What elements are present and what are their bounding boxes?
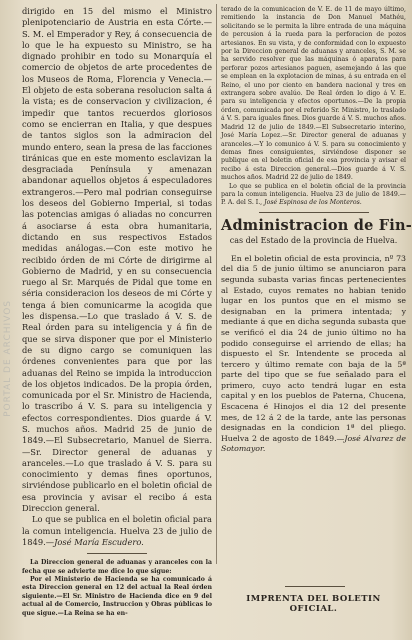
left-column <box>22 6 212 618</box>
right-paragraph-2-text: Lo que se publica en el boletin oficial de la provincia para la comun inteligencia. Huelva 23 de julio de 1849.—P. A. del S. I., <box>221 182 406 207</box>
right-paragraph-3 <box>221 254 406 455</box>
closing-signature: José María Escudero. <box>54 536 144 547</box>
imprint-footer: IMPRENTA DEL BOLETIN OFICIAL. <box>246 594 381 614</box>
small-paragraph-1: La Direccion general de aduanas y aranceles con la fecha que se advierte me dice lo que sigue: <box>22 559 212 575</box>
closing-text: Lo que se publica en el boletin oficial para la comun inteligencia. Huelva 23 de julio de 1849.— <box>22 514 212 547</box>
small-paragraph-2: Por el Ministerio de Hacienda se ha comunicado á esta Direccion general en 12 del actual la Real órden siguiente.—El Sr. Ministro de Hacienda dice en 9 del actual al de Comercio, Instruccion y Obras públicas lo que sigue.—La Reina se ha en- <box>22 576 212 617</box>
closing-paragraph <box>22 514 212 548</box>
right-paragraph-2 <box>221 183 406 208</box>
imprint-separator <box>285 586 345 587</box>
right-column <box>221 6 412 455</box>
separator <box>87 553 147 554</box>
column-divider <box>216 4 217 564</box>
right-paragraph-3-text: En el boletin oficial de esta provincia, nº 73 del dia 5 de junio último se anunciaron para segunda subasta varias fincas pertenecientes al Estado, cuyos remates no habian tenido lugar en los puntos que en el mismo se designaban en la primera intentada; y mediante á que en dicha segunda subasta que se verificó el dia 24 de junio último no ha podido conseguirse el arriendo de ellas; ha dispuesto el Sr. Intendente se proceda al tercero y último remate con baja de la 5ª parte del tipo que se fue señalado para el primero, cuyo acto tendrá lugar en esta capital y en los pueblos de Paterna, Chucena, Escacena é Hinojos el dia 12 del presente mes, de 12 á 2 de la tarde, ante las personas designadas en la condicion 1ª del pliego. Huelva 2 de agosto de 1849.— <box>221 253 406 443</box>
main-paragraph: dirigido en 15 del mismo el Ministro plenipotenciario de Austria en esta Córte.—S. M. el Emperador y Rey, á consecuencia de lo que le ha expuesto su Ministro, se ha dignado prohibir en todo su Monarquía el comercio de objetos de arte procedentes de los Museos de Roma, Florencia y Venecia.—El objeto de esta soberana resolucion salta á la vista; es de conservacion y civilizacion, é impedir que tantos recuerdos gloriosos como se encierran en Italia, y que despues de tantos siglos son la admiracion del mundo entero, sean la presa de las facciones tiránicas que en este momento esclavizan la desgraciada Península y amenazan abandonar aquellos objetos á especuladores extrangeros.—Pero mal podrian conseguirse los deseos del Gobierno Imperial, si todas las potencias amigas ó aliadas no concurren á asociarse á esta obra humanitaria, dictando en sus respectivos Estados medidas análogas.—Con este motivo he recibido órden de mi Córte de dirigirme al Gobierno de Madrid, y en su consecuencia ruego al Sr. Marqués de Pidal que tome en séria consideracion los deseos de mi Córte y tenga á bien comunicarme la acogida que les dispensa.—Lo que traslado á V. S. de Real órden para su inteligencia y á fin de que se sirva disponer que por el Ministerio de su digno cargo se comuniquen las órdenes convenientes para que por las aduanas del Reino se impida la introduccion de los objetos indicados. De la propia órden, comunicada por el Sr. Ministro de Hacienda, lo trascribo á V. S. para su inteligencia y efectos correspondientes. Dios guarde á V. S. muchos años. Madrid 25 de junio de 1849.—El Subsecretario, Manuel de Sierra.—Sr. Director general de aduanas y aranceles.—Lo que traslado á V. S. para su conocimiento y demas fines oportunos, sirviéndose publicarlo en el boletin oficial de esa provincia y avisar el recibo á esta Direccion general. <box>22 6 212 514</box>
section-title: Administracion de Fin- <box>221 216 412 234</box>
right-paragraph-3-signature: José Alvarez de Sotomayor. <box>221 433 406 454</box>
watermark: PORTAL DE ARCHIVOS <box>3 300 13 417</box>
right-paragraph-1: terado de la comunicacion de V. E. de 11 de mayo último, remitiendo la instancia de Don Manuel Mathéu, solicitando se le permita la libre entrada de una máquina de percusion á la rueda para la perforacion de pozos artesianos. En su vista, y de conformidad con lo expuesto por la Direccion general de aduanas y aranceles, S. M. se ha servido resolver que las máquinas ó aparatos para perforar pozos artesianos paguen, asemejando á las que se emplean en la explotacion de minas, á su entrada en el Reino, el uno por ciento en bandera nacional y tres en extrangera sobre avalúo. De Real órden lo digo á V. E. para su inteligencia y efectos oportunos.—De la propia órden, comunicada por el referido Sr. Ministro, lo traslado á V. S. para iguales fines. Dios guarde á V. S. muchos años. Madrid 12 de julio de 1849.—El Subsecretario interino, José María Lopez.—Sr. Director general de aduanas y aranceles.—Y lo comunico á V. S. para su conocimiento y demas fines consiguientes, sirviéndose disponer se publique en el boletin oficial de esa provincia y avisar el recibo á esta Direccion general.—Dios guarde á V. S. muchos años. Madrid 22 de julio de 1849. <box>221 6 406 182</box>
separator <box>259 212 369 213</box>
right-paragraph-2-signature: José Espinosa de los Monteros. <box>264 199 362 207</box>
section-subtitle: cas del Estado de la provincia de Huelva. <box>229 235 398 245</box>
